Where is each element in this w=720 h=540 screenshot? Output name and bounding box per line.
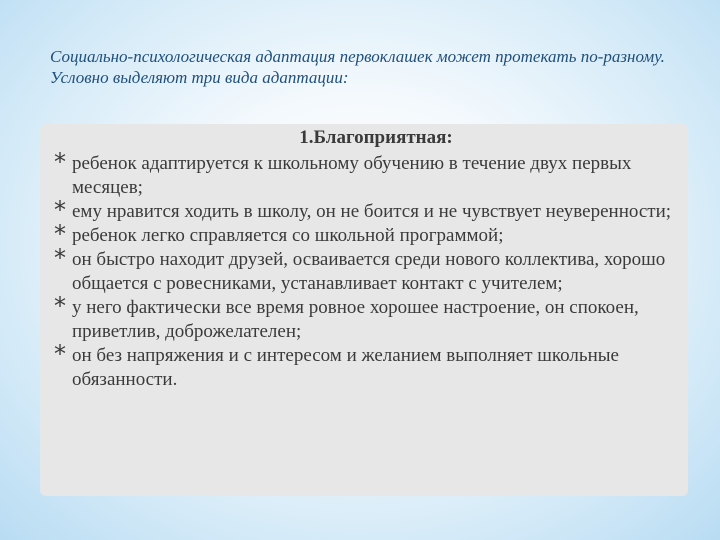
asterisk-bullet-icon: * xyxy=(54,220,66,248)
asterisk-bullet-icon: * xyxy=(54,292,66,320)
asterisk-bullet-icon: * xyxy=(54,196,66,224)
list-item-text: ему нравится ходить в школу, он не боится и не чувствует неуверенности; xyxy=(72,201,672,222)
bullet-list xyxy=(54,148,678,392)
content-box xyxy=(40,124,688,496)
list-item xyxy=(54,292,678,344)
asterisk-bullet-icon: * xyxy=(54,340,66,368)
asterisk-bullet-icon: * xyxy=(54,244,66,272)
list-item-text: ребенок адаптируется к школьному обучению в течение двух первых месяцев; xyxy=(72,153,632,198)
list-item-text: у него фактически все время ровное хорошее настроение, он спокоен, приветлив, доброжелателен; xyxy=(72,297,639,342)
list-item xyxy=(54,244,678,296)
list-item xyxy=(54,196,678,224)
list-item xyxy=(54,148,678,200)
slide-title: Социально-психологическая адаптация первоклашек может протекать по-разному. Условно выделяют три вида адаптации: xyxy=(50,47,665,87)
list-item-text: он быстро находит друзей, осваивается среди нового коллектива, хорошо общается с ровесниками, устанавливает контакт с учителем; xyxy=(72,249,666,294)
section-heading: 1.Благоприятная: xyxy=(299,127,453,148)
list-item-text: он без напряжения и с интересом и желанием выполняет школьные обязанности. xyxy=(72,345,619,390)
asterisk-bullet-icon: * xyxy=(54,148,66,176)
list-item xyxy=(54,220,678,248)
list-item xyxy=(54,340,678,392)
list-item-text: ребенок легко справляется со школьной программой; xyxy=(72,225,504,246)
